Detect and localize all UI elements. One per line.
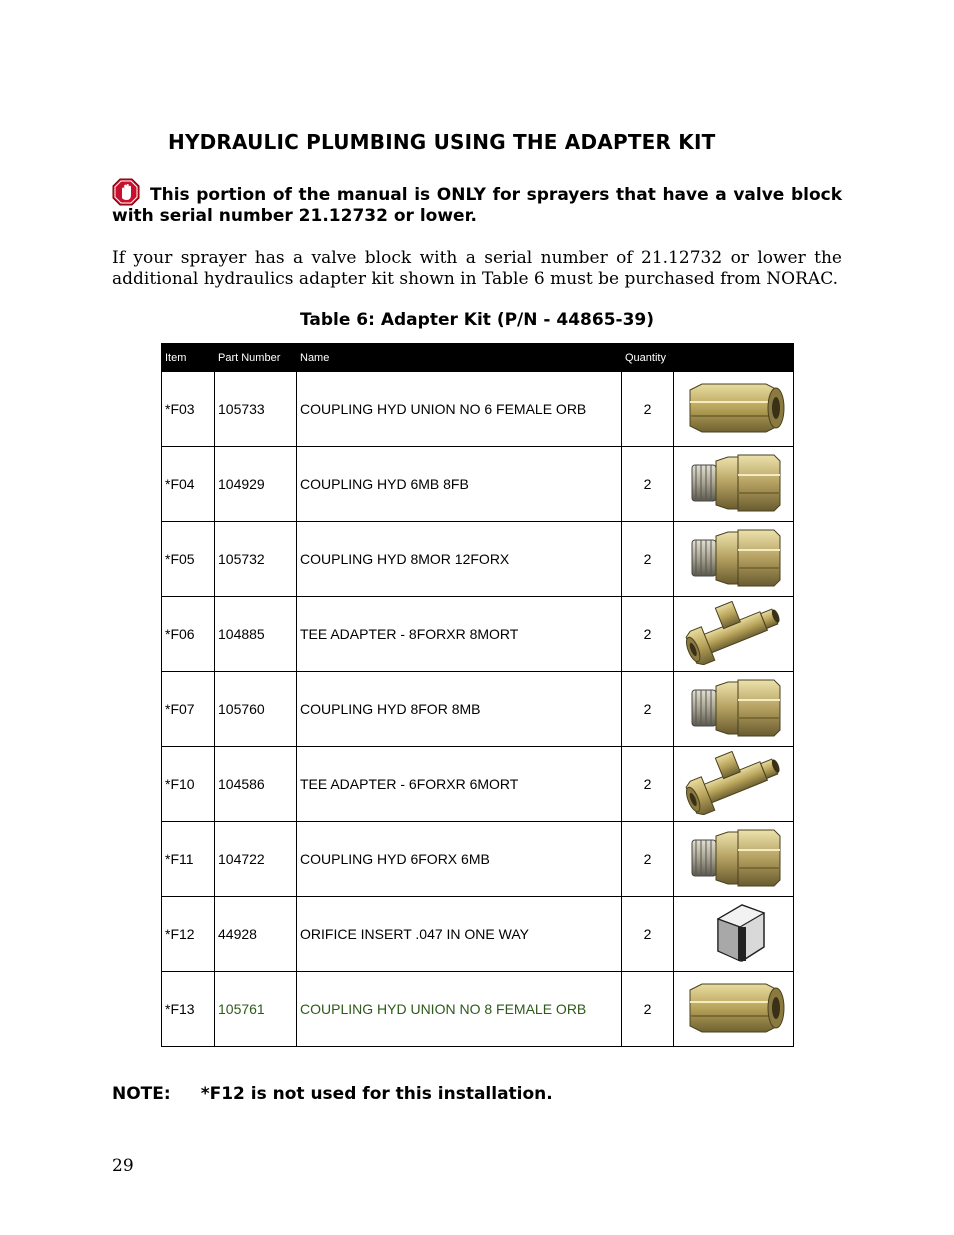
name-cell: COUPLING HYD 6MB 8FB bbox=[297, 447, 622, 522]
tee-fitting-icon bbox=[682, 652, 786, 668]
name-cell: TEE ADAPTER - 8FORXR 8MORT bbox=[297, 597, 622, 672]
note-text: *F12 is not used for this installation. bbox=[200, 1084, 553, 1104]
part-number-cell: 44928 bbox=[215, 897, 297, 972]
part-number-cell: 104929 bbox=[215, 447, 297, 522]
part-image-cell bbox=[674, 447, 794, 522]
part-number-cell: 105761 bbox=[215, 972, 297, 1047]
name-cell: COUPLING HYD 8FOR 8MB bbox=[297, 672, 622, 747]
quantity-cell: 2 bbox=[622, 672, 674, 747]
item-cell: *F13 bbox=[162, 972, 215, 1047]
part-image-cell bbox=[674, 747, 794, 822]
part-number-cell: 105732 bbox=[215, 522, 297, 597]
header-item: Item bbox=[162, 344, 215, 372]
quantity-cell: 2 bbox=[622, 897, 674, 972]
header-part-number: Part Number bbox=[215, 344, 297, 372]
item-cell: *F10 bbox=[162, 747, 215, 822]
quantity-cell: 2 bbox=[622, 822, 674, 897]
header-quantity: Quantity bbox=[622, 344, 674, 372]
swivel-fitting-icon bbox=[682, 577, 786, 593]
item-cell: *F11 bbox=[162, 822, 215, 897]
note-label: NOTE: bbox=[112, 1084, 171, 1104]
installation-note bbox=[112, 1084, 553, 1104]
name-cell: COUPLING HYD UNION NO 6 FEMALE ORB bbox=[297, 372, 622, 447]
name-cell: COUPLING HYD 6FORX 6MB bbox=[297, 822, 622, 897]
part-image-cell bbox=[674, 597, 794, 672]
name-cell: COUPLING HYD 8MOR 12FORX bbox=[297, 522, 622, 597]
orifice-insert-icon bbox=[682, 952, 786, 968]
item-cell: *F05 bbox=[162, 522, 215, 597]
part-number-cell: 105760 bbox=[215, 672, 297, 747]
quantity-cell: 2 bbox=[622, 522, 674, 597]
name-cell: COUPLING HYD UNION NO 8 FEMALE ORB bbox=[297, 972, 622, 1047]
item-cell: *F04 bbox=[162, 447, 215, 522]
stop-hand-icon bbox=[112, 178, 140, 206]
part-image-cell bbox=[674, 522, 794, 597]
table-row bbox=[162, 672, 794, 747]
quantity-cell: 2 bbox=[622, 372, 674, 447]
intro-paragraph: If your sprayer has a valve block with a serial number of 21.12732 or lower the additional hydraulics adapter kit shown in Table 6 must be purchased from NORAC. bbox=[112, 248, 842, 289]
quantity-cell: 2 bbox=[622, 447, 674, 522]
quantity-cell: 2 bbox=[622, 747, 674, 822]
warning-paragraph bbox=[112, 178, 842, 227]
table-header-row bbox=[162, 344, 794, 372]
item-cell: *F07 bbox=[162, 672, 215, 747]
header-name: Name bbox=[297, 344, 622, 372]
swivel-fitting-icon bbox=[682, 502, 786, 518]
quantity-cell: 2 bbox=[622, 972, 674, 1047]
union-fitting-icon bbox=[682, 427, 786, 443]
table-row bbox=[162, 972, 794, 1047]
part-image-cell bbox=[674, 372, 794, 447]
table-caption: Table 6: Adapter Kit (P/N - 44865-39) bbox=[299, 310, 655, 330]
warning-text: This portion of the manual is ONLY for sprayers that have a valve block with serial number 21.12732 or lower. bbox=[112, 185, 842, 226]
page-number: 29 bbox=[112, 1156, 134, 1176]
swivel-fitting-icon bbox=[682, 877, 786, 893]
name-cell: TEE ADAPTER - 6FORXR 6MORT bbox=[297, 747, 622, 822]
table-row bbox=[162, 897, 794, 972]
part-number-cell: 105733 bbox=[215, 372, 297, 447]
tee-fitting-icon bbox=[682, 802, 786, 818]
table-row bbox=[162, 747, 794, 822]
name-cell: ORIFICE INSERT .047 IN ONE WAY bbox=[297, 897, 622, 972]
part-image-cell bbox=[674, 672, 794, 747]
swivel-fitting-icon bbox=[682, 727, 786, 743]
item-cell: *F12 bbox=[162, 897, 215, 972]
part-image-cell bbox=[674, 972, 794, 1047]
item-cell: *F03 bbox=[162, 372, 215, 447]
adapter-kit-table bbox=[161, 343, 794, 1047]
table-row bbox=[162, 822, 794, 897]
table-row bbox=[162, 597, 794, 672]
table-row bbox=[162, 522, 794, 597]
part-number-cell: 104722 bbox=[215, 822, 297, 897]
table-row bbox=[162, 372, 794, 447]
part-number-cell: 104885 bbox=[215, 597, 297, 672]
union-fitting-icon bbox=[682, 1027, 786, 1043]
item-cell: *F06 bbox=[162, 597, 215, 672]
header-image bbox=[674, 344, 794, 372]
table-row bbox=[162, 447, 794, 522]
part-image-cell bbox=[674, 822, 794, 897]
part-number-cell: 104586 bbox=[215, 747, 297, 822]
section-heading: HYDRAULIC PLUMBING USING THE ADAPTER KIT bbox=[168, 130, 716, 154]
part-image-cell bbox=[674, 897, 794, 972]
quantity-cell: 2 bbox=[622, 597, 674, 672]
